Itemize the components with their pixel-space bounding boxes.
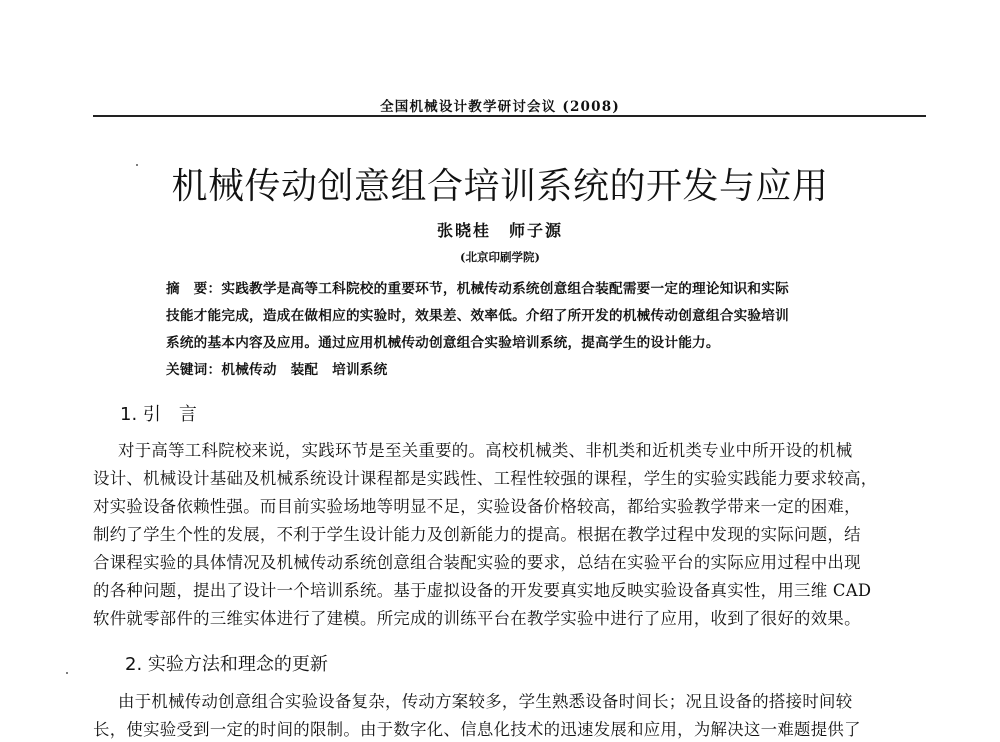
abstract-line: 摘 要：实践教学是高等工科院校的重要环节，机械传动系统创意组合装配需要一定的理论知识和实际 [166,281,789,297]
scan-speck [66,672,68,674]
abstract-label: 摘 要： [166,281,222,297]
body-line: 设计、机械设计基础及机械系统设计课程都是实践性、工程性较强的课程，学生的实验实践能力要求较高， [93,469,878,488]
abstract-line: 技能才能完成，造成在做相应的实验时，效果差、效率低。介绍了所开发的机械传动创意组合实验培训 [166,308,789,324]
body-line: 的各种问题，提出了设计一个培训系统。基于虚拟设备的开发要真实地反映实验设备真实性，用三维 CAD [93,581,872,600]
body-line: 软件就零部件的三维实体进行了建模。所完成的训练平台在教学实验中进行了应用，收到了很好的效果。 [93,609,861,628]
body-line: 由于机械传动创意组合实验设备复杂，传动方案较多，学生熟悉设备时间长；况且设备的搭接时间较 [118,692,853,711]
keywords-value: 机械传动 装配 培训系统 [221,362,388,378]
body-line: 合课程实验的具体情况及机械传动系统创意组合装配实验的要求，总结在实验平台的实际应用过程中出现 [93,553,861,572]
keywords-label: 关键词： [166,362,222,378]
scan-speck [136,164,138,166]
body-line: 长，使实验受到一定的时间的限制。由于数字化、信息化技术的迅速发展和应用，为解决这一难题提供了 [93,720,861,739]
authors: 张晓桂 师子源 [436,221,563,240]
section-heading: 2. 实验方法和理念的更新 [125,654,328,675]
body-line: 对实验设备依赖性强。而目前实验场地等明显不足，实验设备价格较高，都给实验教学带来一定的困难， [93,497,861,516]
section-heading: 1. 引 言 [120,404,197,425]
abstract-line: 系统的基本内容及应用。通过应用机械传动创意组合实验培训系统，提高学生的设计能力。 [166,335,720,351]
body-line: 对于高等工科院校来说，实践环节是至关重要的。高校机械类、非机类和近机类专业中所开设的机械 [118,441,853,460]
header-rule [93,115,926,117]
keywords-line [166,358,388,378]
paper-title: 机械传动创意组合培训系统的开发与应用 [171,166,829,207]
running-header: 全国机械设计教学研讨会议 (2008) [380,99,620,115]
affiliation: (北京印刷学院) [460,250,540,264]
body-line: 制约了学生个性的发展，不利于学生设计能力及创新能力的提高。根据在教学过程中发现的实际问题，结 [93,525,861,544]
